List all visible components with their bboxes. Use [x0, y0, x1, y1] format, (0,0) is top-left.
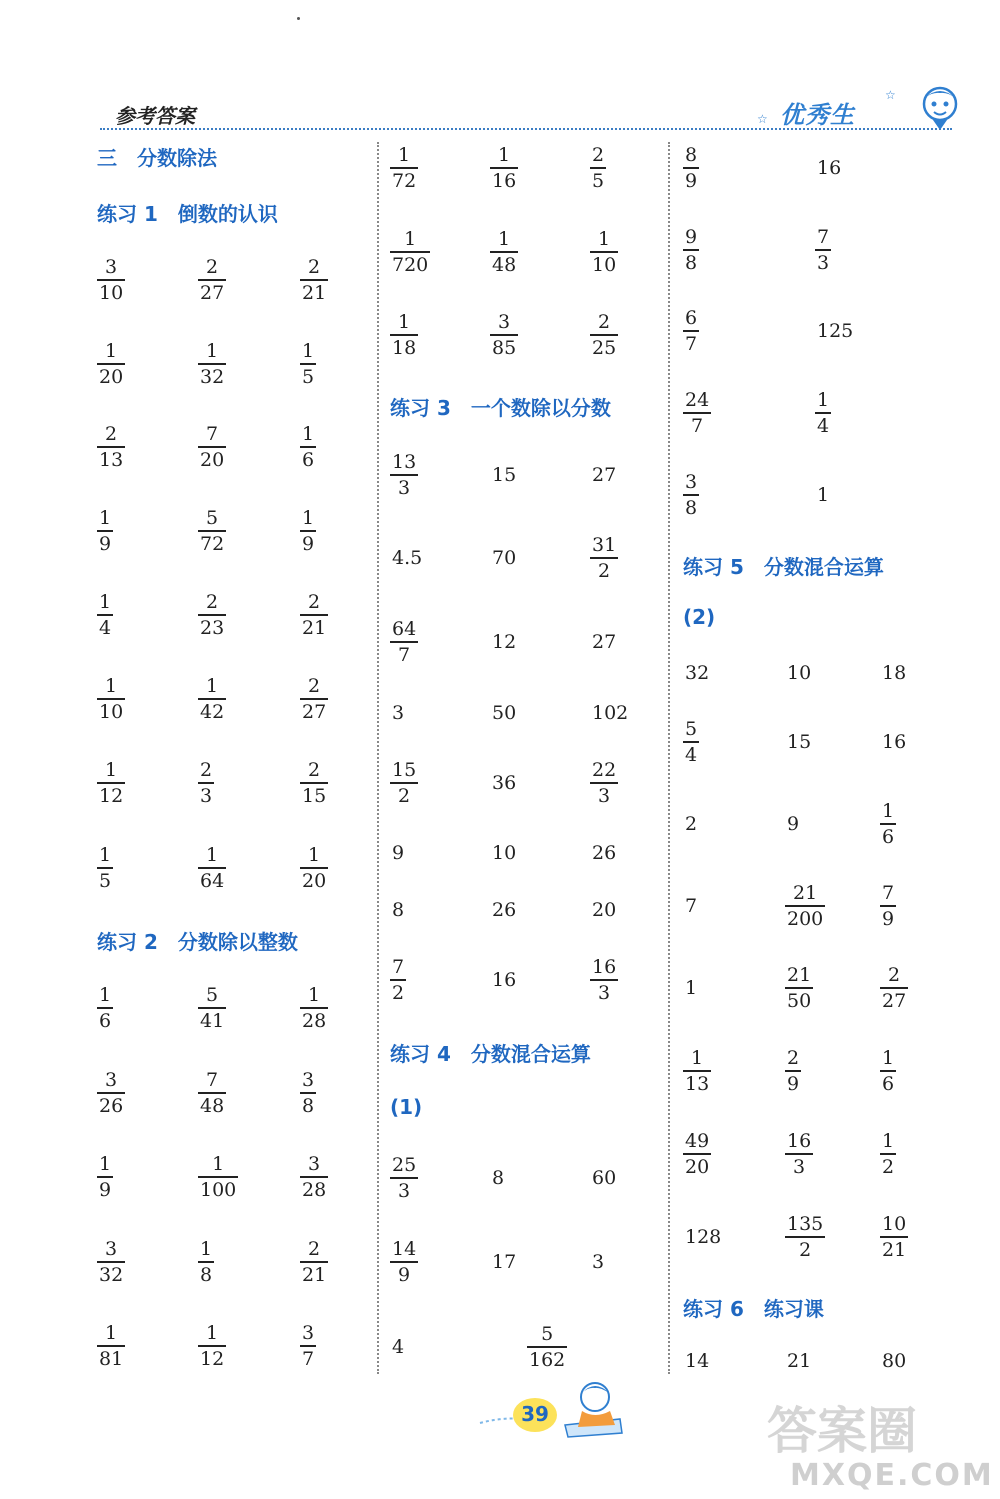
numerator: 16 [592, 956, 617, 978]
numerator: 64 [392, 618, 417, 640]
answer-value: 9 [392, 842, 405, 864]
denominator: 6 [882, 1073, 895, 1095]
denominator: 4 [685, 744, 698, 766]
svg-text:答案圈: 答案圈 [767, 1402, 917, 1460]
answer-value: 102 [592, 702, 629, 724]
fraction [97, 983, 113, 1033]
numerator: 1 [99, 984, 112, 1006]
denominator: 9 [685, 170, 698, 192]
answer-value: 60 [592, 1167, 617, 1189]
answer-value: 7 [685, 895, 698, 917]
fraction [198, 758, 214, 808]
numerator: 2 [308, 759, 321, 781]
watermark-logo [762, 1400, 992, 1460]
denominator: 32 [200, 366, 225, 388]
fraction [300, 1321, 316, 1371]
denominator: 27 [882, 990, 907, 1012]
header-title: 参考答案 [115, 104, 195, 128]
denominator: 18 [392, 337, 417, 359]
numerator: 1 [206, 675, 219, 697]
denominator: 200 [787, 908, 824, 930]
denominator: 21 [302, 1264, 327, 1286]
fraction [300, 1237, 328, 1287]
fraction [880, 881, 896, 931]
numerator: 1 [398, 311, 411, 333]
fraction [198, 422, 226, 472]
answer-value: 26 [492, 899, 517, 921]
mascot-icon [915, 82, 965, 132]
numerator: 1 [302, 507, 315, 529]
denominator: 20 [302, 870, 327, 892]
denominator: 2 [799, 1239, 812, 1261]
numerator: 1 [200, 1238, 213, 1260]
numerator: 7 [817, 226, 830, 248]
numerator: 2 [787, 1047, 800, 1069]
numerator: 25 [392, 1154, 417, 1176]
numerator: 13 [392, 451, 417, 473]
denominator: 72 [392, 170, 417, 192]
denominator: 3 [398, 477, 411, 499]
denominator: 3 [398, 1180, 411, 1202]
fraction [97, 1152, 113, 1202]
answer-value: 15 [787, 731, 812, 753]
numerator: 1 [206, 844, 219, 866]
denominator: 5 [99, 870, 112, 892]
fraction [683, 1046, 711, 1096]
numerator: 1 [99, 507, 112, 529]
denominator: 20 [99, 366, 124, 388]
section-heading: 练习 6 练习课 [683, 1297, 824, 1321]
fraction [880, 1046, 896, 1096]
numerator: 2 [200, 759, 213, 781]
denominator: 72 [200, 533, 225, 555]
denominator: 2 [598, 560, 611, 582]
numerator: 16 [787, 1130, 812, 1152]
numerator: 21 [793, 882, 818, 904]
denominator: 6 [302, 449, 315, 471]
watermark-url: MXQE.COM [790, 1458, 994, 1493]
numerator: 1 [308, 844, 321, 866]
section-heading: 练习 1 倒数的认识 [97, 202, 278, 226]
numerator: 7 [206, 1069, 219, 1091]
numerator: 2 [598, 311, 611, 333]
answer-value: 16 [882, 731, 907, 753]
fraction [300, 339, 316, 389]
numerator: 1 [99, 591, 112, 613]
fraction [97, 758, 125, 808]
numerator: 1 [206, 1322, 219, 1344]
fraction [198, 506, 226, 556]
denominator: 10 [592, 254, 617, 276]
denominator: 41 [200, 1010, 225, 1032]
section-heading: 练习 5 分数混合运算 [683, 555, 884, 579]
denominator: 162 [529, 1349, 566, 1371]
numerator: 1 [99, 1153, 112, 1175]
denominator: 27 [200, 282, 225, 304]
section-heading: 三 分数除法 [97, 146, 217, 170]
numerator: 2 [206, 591, 219, 613]
fraction [785, 1212, 825, 1262]
numerator: 1 [212, 1153, 225, 1175]
fraction [97, 506, 113, 556]
numerator: 1 [105, 759, 118, 781]
fraction [683, 388, 711, 438]
numerator: 5 [206, 984, 219, 1006]
star-icon: ☆ [757, 112, 768, 126]
denominator: 42 [200, 701, 225, 723]
section-heading: (1) [390, 1095, 423, 1119]
denominator: 7 [691, 415, 704, 437]
answer-value: 17 [492, 1251, 517, 1273]
fraction [198, 590, 226, 640]
fraction [97, 339, 125, 389]
numerator: 14 [392, 1238, 417, 1260]
denominator: 3 [200, 785, 213, 807]
fraction [97, 1237, 125, 1287]
answer-value: 8 [492, 1167, 505, 1189]
numerator: 1 [598, 228, 611, 250]
fraction [785, 1046, 801, 1096]
answer-value: 50 [492, 702, 517, 724]
numerator: 1 [498, 144, 511, 166]
numerator: 2 [308, 1238, 321, 1260]
answer-value: 70 [492, 547, 517, 569]
fraction [390, 955, 406, 1005]
numerator: 1 [498, 228, 511, 250]
denominator: 720 [392, 254, 429, 276]
numerator: 9 [685, 226, 698, 248]
denominator: 12 [99, 785, 124, 807]
fraction [590, 310, 618, 360]
denominator: 20 [200, 449, 225, 471]
answer-value: 20 [592, 899, 617, 921]
numerator: 3 [302, 1069, 315, 1091]
denominator: 21 [882, 1239, 907, 1261]
numerator: 2 [308, 591, 321, 613]
answer-value: 14 [685, 1350, 710, 1372]
numerator: 2 [888, 964, 901, 986]
numerator: 24 [685, 389, 710, 411]
fraction [815, 388, 831, 438]
numerator: 2 [308, 256, 321, 278]
numerator: 5 [206, 507, 219, 529]
denominator: 3 [817, 252, 830, 274]
answer-value: 8 [392, 899, 405, 921]
fraction [490, 310, 518, 360]
denominator: 9 [398, 1264, 411, 1286]
denominator: 8 [685, 497, 698, 519]
answer-value: 12 [492, 631, 517, 653]
answer-value: 27 [592, 631, 617, 653]
fraction [300, 590, 328, 640]
fraction [490, 227, 518, 277]
answer-value: 3 [392, 702, 405, 724]
answer-value: 36 [492, 772, 517, 794]
denominator: 23 [200, 617, 225, 639]
fraction [97, 422, 125, 472]
numerator: 7 [392, 956, 405, 978]
denominator: 7 [398, 644, 411, 666]
denominator: 2 [882, 1156, 895, 1178]
fraction [880, 1129, 896, 1179]
denominator: 15 [302, 785, 327, 807]
fraction [785, 963, 813, 1013]
fraction [527, 1322, 567, 1372]
fraction [97, 590, 113, 640]
numerator: 7 [206, 423, 219, 445]
denominator: 64 [200, 870, 225, 892]
denominator: 10 [99, 701, 124, 723]
fraction [683, 1129, 711, 1179]
numerator: 1 [882, 800, 895, 822]
fraction [390, 617, 418, 667]
denominator: 13 [685, 1073, 710, 1095]
fraction [97, 255, 125, 305]
denominator: 85 [492, 337, 517, 359]
numerator: 1 [398, 144, 411, 166]
answer-value: 16 [817, 157, 842, 179]
numerator: 1 [105, 340, 118, 362]
numerator: 1 [99, 844, 112, 866]
page-number: 39 [521, 1402, 549, 1426]
section-heading: 练习 2 分数除以整数 [97, 930, 298, 954]
fraction [97, 1068, 125, 1118]
answer-value: 21 [787, 1350, 812, 1372]
answer-value: 125 [817, 320, 854, 342]
fraction [198, 1152, 238, 1202]
fraction [198, 1068, 226, 1118]
denominator: 5 [592, 170, 605, 192]
numerator: 10 [882, 1213, 907, 1235]
denominator: 20 [685, 1156, 710, 1178]
fraction [390, 1237, 418, 1287]
numerator: 49 [685, 1130, 710, 1152]
numerator: 2 [105, 423, 118, 445]
numerator: 7 [882, 882, 895, 904]
denominator: 3 [598, 982, 611, 1004]
numerator: 3 [105, 256, 118, 278]
column-divider [377, 142, 379, 1374]
fraction [390, 450, 418, 500]
numerator: 1 [882, 1130, 895, 1152]
denominator: 16 [492, 170, 517, 192]
answer-value: 4.5 [392, 547, 423, 569]
denominator: 81 [99, 1348, 124, 1370]
numerator: 15 [392, 759, 417, 781]
numerator: 3 [308, 1153, 321, 1175]
numerator: 1 [817, 389, 830, 411]
fraction [198, 339, 226, 389]
denominator: 7 [685, 333, 698, 355]
fraction [590, 955, 618, 1005]
denominator: 10 [99, 282, 124, 304]
fraction [683, 470, 699, 520]
answer-value: 128 [685, 1226, 722, 1248]
fraction [97, 674, 125, 724]
numerator: 2 [592, 144, 605, 166]
denominator: 21 [302, 282, 327, 304]
answer-value: 26 [592, 842, 617, 864]
fraction [198, 843, 226, 893]
answer-value: 16 [492, 969, 517, 991]
section-heading: 练习 3 一个数除以分数 [390, 396, 611, 420]
fraction [683, 143, 699, 193]
fraction [390, 1153, 418, 1203]
denominator: 2 [392, 982, 405, 1004]
denominator: 50 [787, 990, 812, 1012]
denominator: 13 [99, 449, 124, 471]
numerator: 5 [685, 718, 698, 740]
fraction [198, 1237, 214, 1287]
denominator: 100 [200, 1179, 237, 1201]
fraction [300, 843, 328, 893]
denominator: 12 [200, 1348, 225, 1370]
denominator: 9 [302, 533, 315, 555]
denominator: 9 [99, 533, 112, 555]
fraction [198, 983, 226, 1033]
answer-value: 1 [817, 484, 830, 506]
denominator: 28 [302, 1179, 327, 1201]
numerator: 1 [206, 340, 219, 362]
numerator: 1 [302, 340, 315, 362]
fraction [97, 1321, 125, 1371]
numerator: 3 [498, 311, 511, 333]
answer-value: 10 [492, 842, 517, 864]
numerator: 2 [206, 256, 219, 278]
denominator: 9 [787, 1073, 800, 1095]
denominator: 26 [99, 1095, 124, 1117]
fraction [590, 143, 606, 193]
answer-value: 1 [685, 977, 698, 999]
fraction [300, 506, 316, 556]
denominator: 4 [817, 415, 830, 437]
answer-value: 4 [392, 1336, 405, 1358]
denominator: 6 [99, 1010, 112, 1032]
denominator: 8 [200, 1264, 213, 1286]
fraction [390, 227, 430, 277]
answer-value: 80 [882, 1350, 907, 1372]
fraction [815, 225, 831, 275]
numerator: 1 [105, 675, 118, 697]
fraction [590, 533, 618, 583]
denominator: 9 [882, 908, 895, 930]
numerator: 3 [685, 471, 698, 493]
fraction [590, 227, 618, 277]
fraction [300, 758, 328, 808]
fraction [300, 674, 328, 724]
denominator: 9 [99, 1179, 112, 1201]
denominator: 28 [302, 1010, 327, 1032]
numerator: 8 [685, 144, 698, 166]
denominator: 48 [200, 1095, 225, 1117]
numerator: 1 [691, 1047, 704, 1069]
fraction [97, 843, 113, 893]
fraction [390, 143, 418, 193]
answer-value: 15 [492, 464, 517, 486]
section-heading: 练习 4 分数混合运算 [390, 1042, 591, 1066]
answer-value: 9 [787, 813, 800, 835]
fraction [390, 310, 418, 360]
fraction [198, 255, 226, 305]
numerator: 1 [404, 228, 417, 250]
numerator: 1 [308, 984, 321, 1006]
fraction [300, 255, 328, 305]
fraction [880, 1212, 908, 1262]
fraction [390, 758, 418, 808]
denominator: 25 [592, 337, 617, 359]
denominator: 3 [793, 1156, 806, 1178]
answer-value: 10 [787, 662, 812, 684]
numerator: 31 [592, 534, 617, 556]
fraction [880, 799, 896, 849]
fraction [300, 1152, 328, 1202]
answer-value: 2 [685, 813, 698, 835]
denominator: 5 [302, 366, 315, 388]
answer-value: 3 [592, 1251, 605, 1273]
fraction [880, 963, 908, 1013]
denominator: 2 [398, 785, 411, 807]
fraction [683, 225, 699, 275]
fraction [300, 1068, 316, 1118]
numerator: 1 [105, 1322, 118, 1344]
star-icon: ☆ [885, 88, 896, 102]
fraction [785, 1129, 813, 1179]
answer-value: 32 [685, 662, 710, 684]
brand-logo: 优秀生 [780, 101, 855, 129]
denominator: 8 [302, 1095, 315, 1117]
denominator: 32 [99, 1264, 124, 1286]
denominator: 3 [598, 785, 611, 807]
numerator: 2 [308, 675, 321, 697]
fraction [683, 717, 699, 767]
answer-value: 27 [592, 464, 617, 486]
denominator: 7 [302, 1348, 315, 1370]
fraction [300, 422, 316, 472]
fraction [198, 674, 226, 724]
numerator: 21 [787, 964, 812, 986]
numerator: 1 [882, 1047, 895, 1069]
fraction [490, 143, 518, 193]
denominator: 48 [492, 254, 517, 276]
answer-value: 18 [882, 662, 907, 684]
fraction [683, 306, 699, 356]
fraction [300, 983, 328, 1033]
denominator: 8 [685, 252, 698, 274]
print-dot [297, 17, 300, 20]
numerator: 135 [787, 1213, 824, 1235]
denominator: 21 [302, 617, 327, 639]
numerator: 5 [541, 1323, 554, 1345]
numerator: 22 [592, 759, 617, 781]
fraction [198, 1321, 226, 1371]
numerator: 3 [302, 1322, 315, 1344]
fraction [590, 758, 618, 808]
numerator: 1 [302, 423, 315, 445]
numerator: 6 [685, 307, 698, 329]
numerator: 3 [105, 1238, 118, 1260]
column-divider [668, 142, 670, 1374]
numerator: 3 [105, 1069, 118, 1091]
fraction [785, 881, 825, 931]
denominator: 4 [99, 617, 112, 639]
denominator: 27 [302, 701, 327, 723]
section-heading: (2) [683, 605, 716, 629]
denominator: 6 [882, 826, 895, 848]
header-divider [100, 128, 952, 130]
